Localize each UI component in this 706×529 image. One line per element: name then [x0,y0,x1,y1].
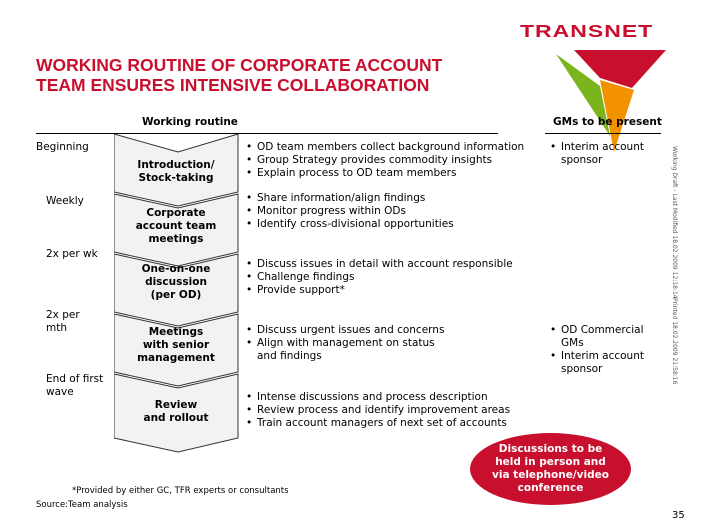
column-header-gms-present: GMs to be present [553,116,662,128]
step-label-one-on-one: One-on-one discussion (per OD) [141,263,211,301]
stage-beginning: Beginning [36,141,89,153]
footnote: *Provided by either GC, TFR experts or consultants [72,486,289,496]
activities-step-3 [246,258,513,297]
column-header-working-routine: Working routine [142,116,238,128]
activity-item: • Monitor progress within ODs [246,205,454,218]
gm-item: • Interim account sponsor [550,141,644,167]
step-label-introduction: Introduction/ Stock-taking [137,159,215,184]
header-rule-right [545,133,661,134]
gm-item: • Interim account sponsor [550,350,644,376]
activity-item: • Intense discussions and process description [246,391,510,404]
step-label-senior-management: Meetings with senior management [137,326,215,364]
activity-item: • Train account managers of next set of accounts [246,417,510,430]
source-note: Source:Team analysis [36,500,128,510]
activity-item: • Challenge findings [246,271,513,284]
activity-item: • Review process and identify improvement areas [246,404,510,417]
logo-emblem-icon [556,48,666,156]
header-rule-left [36,133,498,134]
activity-item: • Identify cross-divisional opportunities [246,218,454,231]
activity-item: • Provide support* [246,284,513,297]
page-title: WORKING ROUTINE OF CORPORATE ACCOUNT TEAM ENSURES INTENSIVE COLLABORATION [36,55,443,95]
activities-step-5 [246,391,510,430]
activity-item: • OD team members collect background information [246,141,524,154]
activities-step-2 [246,192,454,231]
activity-item: • Discuss urgent issues and concerns [246,324,444,337]
activities-step-4 [246,324,444,363]
step-label-corporate-meetings: Corporate account team meetings [135,207,217,245]
stage-2x-per-wk: 2x per wk [46,248,98,260]
gms-step-4 [550,324,644,376]
gm-item: • OD Commercial GMs [550,324,644,350]
discussion-callout: Discussions to be held in person and via telephone/video conference [470,433,631,505]
page-number: 35 [672,510,685,521]
logo-wordmark: TRANSNET [520,21,654,41]
activity-item: • Discuss issues in detail with account responsible [246,258,513,271]
activity-item: • Share information/align findings [246,192,454,205]
stage-end-of-first-wave: End of first wave [46,373,104,398]
activity-item: • Explain process to OD team members [246,167,524,180]
step-label-review-rollout: Review and rollout [143,399,209,424]
activity-item: • Align with management on status and findings [246,337,444,363]
gms-step-1 [550,141,644,167]
stage-weekly: Weekly [46,195,84,207]
side-note-working-draft: Working Draft - Last Modified 18.02.2009 12:18:14 [671,146,678,299]
activities-step-1 [246,141,524,180]
stage-2x-per-mth: 2x per mth [46,309,80,334]
side-note-printed: Printed 18.02.2009 21:58:16 [671,298,678,385]
activity-item: • Group Strategy provides commodity insights [246,154,524,167]
